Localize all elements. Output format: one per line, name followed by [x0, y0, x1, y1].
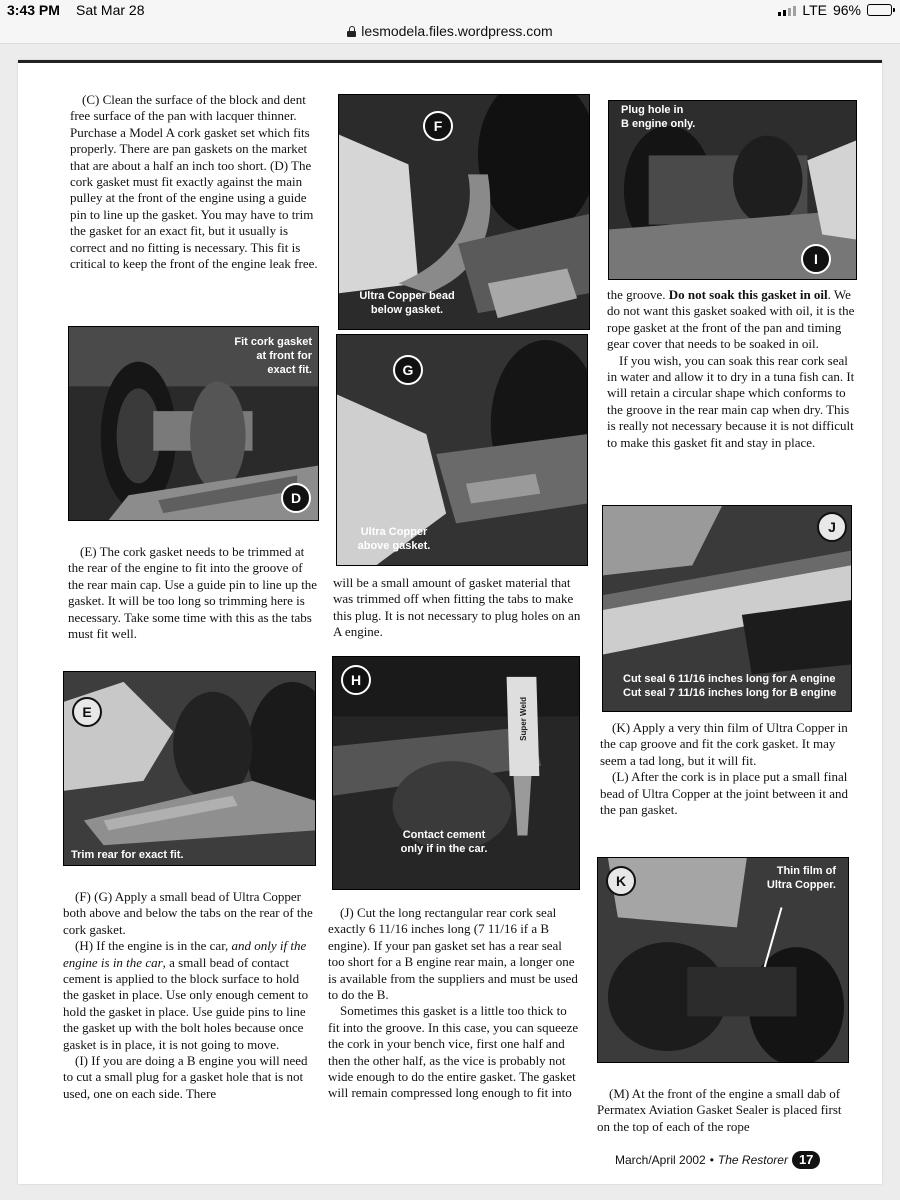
- column-3-text-bottom: [597, 1086, 852, 1135]
- url-bar[interactable]: [0, 20, 900, 44]
- photo-f-caption: Ultra Copper bead below gasket.: [359, 290, 455, 316]
- photo-i-caption: Plug hole in B engine only.: [621, 104, 696, 130]
- column-1-text-middle: [68, 544, 320, 642]
- paragraph-f-g: (F) (G) Apply a small bead of Ultra Copper both above and below the tabs on the rear of the cork gasket.: [63, 889, 313, 937]
- photo-g-label: G: [393, 355, 423, 385]
- network-type: LTE: [802, 2, 827, 18]
- photo-i: [608, 100, 857, 280]
- paragraph-h: (H) If the engine is in the car, and only if the engine is in the car, a small bead of contact cement is applied to the block surface to hold the gasket in place. Use only enough cement to hold the gasket in place. Use guide pins to line the gasket up with the bolt holes because once gasket is in place, it is not going to move.: [63, 938, 309, 1052]
- photo-f-label: F: [423, 111, 453, 141]
- paragraph-l: (L) After the cork is in place put a small final bead of Ultra Copper at the joint between it and the pan gasket.: [600, 769, 849, 818]
- paragraph-soak-water: If you wish, you can soak this rear cork seal in water and allow it to dry in a tuna fish can. It will retain a circular shape which conforms to the groove in the rear main cap when dry. This is really not necessary because it is not difficult to make this gasket fit and stay in place.: [607, 352, 855, 450]
- photo-e: [63, 671, 316, 866]
- paragraph-e: (E) The cork gasket needs to be trimmed at the rear of the engine to fit into the groove of the rear main cap. Use a guide pin to line up the gasket. It will be too long so trimming here is necessary. Take some time with this as the tabs must fit well.: [68, 544, 318, 642]
- photo-i-label: I: [801, 244, 831, 274]
- photo-k-label: K: [606, 866, 636, 896]
- column-2-text-bottom: [328, 905, 580, 1102]
- status-bar: [0, 0, 900, 20]
- cellular-signal-icon: [778, 5, 796, 16]
- photo-k: [597, 857, 849, 1063]
- photo-d: [68, 326, 319, 521]
- footer-bullet: •: [709, 1153, 714, 1167]
- footer-publication: The Restorer: [717, 1153, 788, 1167]
- photo-j: [602, 505, 852, 712]
- glue-tube-label: Super Weld: [519, 697, 528, 741]
- column-1-text-bottom: [63, 889, 317, 1102]
- url-domain[interactable]: lesmodela.files.wordpress.com: [361, 23, 553, 39]
- paragraph-j: (J) Cut the long rectangular rear cork seal exactly 6 11/16 inches long (7 11/16 if a B engine). If your pan gasket set has a rear seal too short for a B engine rear main, a longer one is available from the suppliers and must be used to do the B.: [328, 905, 578, 1003]
- battery-icon: [867, 4, 892, 16]
- photo-f: [338, 94, 590, 330]
- paragraph-k: (K) Apply a very thin film of Ultra Copper in the cap groove and fit the cork gasket. It may seem a tad long, but it will fit.: [600, 720, 848, 768]
- status-indicators: [778, 2, 892, 18]
- photo-h: [332, 656, 580, 890]
- page-top-rule: [18, 60, 882, 63]
- photo-j-caption: Cut seal 6 11/16 inches long for A engine Cut seal 7 11/16 inches long for B engine: [623, 673, 837, 699]
- paragraph-do-not-soak: the groove. Do not soak this gasket in oil. We do not want this gasket soaked with oil, it is the rope gasket at the front of the pan and timing gear cover that needs to be soaked in oil.: [607, 287, 855, 352]
- footer-issue-date: March/April 2002: [615, 1153, 706, 1167]
- battery-percent: 96%: [832, 2, 861, 18]
- paragraph-i-continued: will be a small amount of gasket material that was trimmed off when fitting the tabs to make this plug. It is not necessary to plug holes on an A engine.: [333, 575, 581, 640]
- paragraph-c-d: (C) Clean the surface of the block and dent free surface of the pan with lacquer thinner. Purchase a Model A cork gasket set which fits properly. There are pan gaskets on the market that are about a half an inch too short. (D) The cork gasket must fit exactly against the main pulley at the front of the engine using a guide pin to line up the gasket. You may have to trim the gasket for an exact fit, but it usually is correct and no fitting is necessary. This fit is critical to keep the front of the engine leak free.: [70, 92, 318, 272]
- photo-j-label: J: [817, 512, 847, 542]
- photo-e-caption: Trim rear for exact fit.: [71, 849, 184, 861]
- status-date: Sat Mar 28: [76, 2, 145, 18]
- column-3-text-top: [607, 287, 859, 451]
- page-footer: [615, 1151, 820, 1169]
- paragraph-sometimes: Sometimes this gasket is a little too thick to fit into the groove. In this case, you can squeeze the cork in your bench vice, first one half and then the other half, as the vice is probably not wide enough to do the entire gasket. The gasket will remain compressed long enough to fit into: [328, 1003, 579, 1101]
- column-3-text-middle: [600, 720, 852, 818]
- photo-d-label: D: [281, 483, 311, 513]
- status-time: 3:43 PM: [7, 2, 60, 18]
- column-1-text-top: [70, 92, 322, 272]
- paragraph-i: (I) If you are doing a B engine you will need to cut a small plug for a gasket hole that is not used, one on each side. There: [63, 1053, 308, 1101]
- column-2-text-top: [333, 575, 583, 641]
- photo-d-caption: Fit cork gasket at front for exact fit.: [234, 336, 312, 376]
- photo-h-label: H: [341, 665, 371, 695]
- photo-k-caption: Thin film of Ultra Copper.: [766, 865, 836, 891]
- photo-h-caption: Contact cement only if in the car.: [400, 829, 488, 855]
- paragraph-m: (M) At the front of the engine a small dab of Permatex Aviation Gasket Sealer is placed first on the top of each of the rope: [597, 1086, 842, 1134]
- page-number: 17: [792, 1151, 820, 1169]
- photo-e-label: E: [72, 697, 102, 727]
- photo-g-caption: Ultra Copper above gasket.: [357, 526, 431, 552]
- lock-icon: [347, 26, 356, 37]
- photo-g: [336, 334, 588, 566]
